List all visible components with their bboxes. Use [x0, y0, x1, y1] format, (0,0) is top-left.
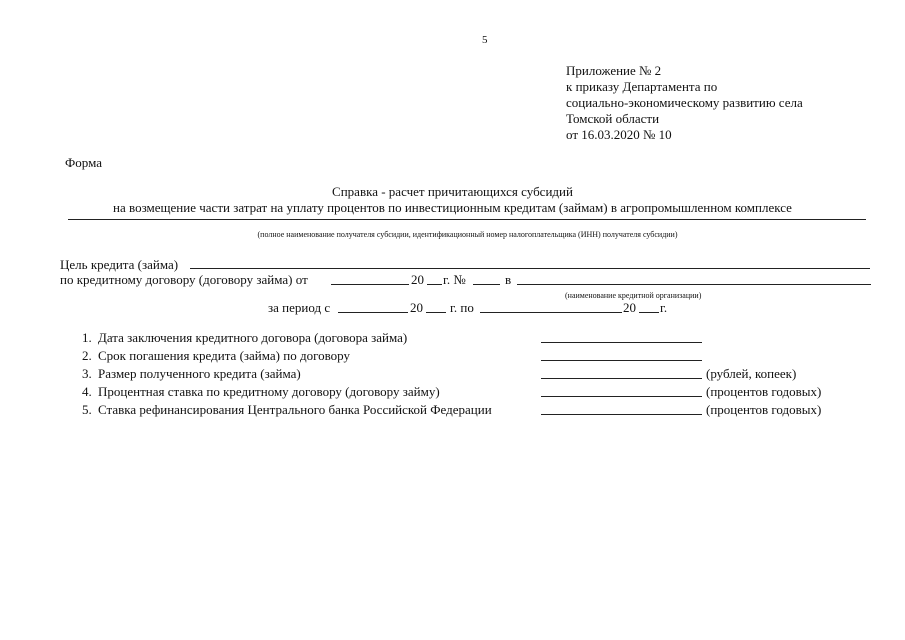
- purpose-field-line[interactable]: [190, 268, 870, 269]
- credit-organization-caption: (наименование кредитной организации): [565, 291, 702, 300]
- purpose-label: Цель кредита (займа): [60, 257, 179, 272]
- appendix-line-1: Приложение № 2: [566, 63, 662, 78]
- period-start-year-field[interactable]: [426, 312, 446, 313]
- item-unit: (процентов годовых): [706, 402, 822, 417]
- contract-in-label: в: [505, 272, 512, 287]
- item-unit: (процентов годовых): [706, 384, 822, 399]
- contract-date-field[interactable]: [331, 284, 409, 285]
- appendix-line-3: социально-экономическому развитию села: [566, 95, 803, 110]
- item-1-field-line[interactable]: [541, 342, 702, 343]
- period-prefix: за период с: [268, 300, 331, 315]
- credit-organization-field[interactable]: [517, 284, 871, 285]
- contract-year: 20: [411, 272, 424, 287]
- title-line-2: на возмещение части затрат на уплату процентов по инвестиционным кредитам (займам) в агропромышленном комплексе: [113, 200, 792, 215]
- period-year-1: 20: [410, 300, 423, 315]
- item-unit: (рублей, копеек): [706, 366, 797, 381]
- period-end-year-field[interactable]: [639, 312, 659, 313]
- item-text: Срок погашения кредита (займа) по договору: [98, 348, 350, 363]
- item-number: 4.: [82, 384, 92, 399]
- appendix-line-2: к приказу Департамента по: [566, 79, 718, 94]
- item-number: 3.: [82, 366, 92, 381]
- contract-number-label: г. №: [443, 272, 466, 287]
- period-mid: г. по: [450, 300, 474, 315]
- contract-year-field[interactable]: [427, 284, 442, 285]
- title-line-1: Справка - расчет причитающихся субсидий: [332, 184, 573, 199]
- contract-number-field[interactable]: [473, 284, 500, 285]
- item-number: 2.: [82, 348, 92, 363]
- item-text: Дата заключения кредитного договора (договора займа): [98, 330, 408, 345]
- appendix-line-5: от 16.03.2020 № 10: [566, 127, 672, 142]
- item-text: Размер полученного кредита (займа): [98, 366, 301, 381]
- contract-prefix: по кредитному договору (договору займа) от: [60, 272, 308, 287]
- appendix-line-4: Томской области: [566, 111, 660, 126]
- item-5-field-line[interactable]: [541, 414, 702, 415]
- recipient-caption: (полное наименование получателя субсидии, идентификационный номер налогоплательщика (ИНН) получателя субсидии): [257, 230, 678, 239]
- period-suffix: г.: [660, 300, 668, 315]
- period-year-2: 20: [623, 300, 636, 315]
- period-end-field[interactable]: [480, 312, 622, 313]
- item-text: Ставка рефинансирования Центрального банка Российской Федерации: [98, 402, 492, 417]
- form-label: Форма: [65, 155, 102, 170]
- item-text: Процентная ставка по кредитному договору (договору займу): [98, 384, 440, 399]
- period-start-field[interactable]: [338, 312, 408, 313]
- item-2-field-line[interactable]: [541, 360, 702, 361]
- item-number: 5.: [82, 402, 92, 417]
- item-number: 1.: [82, 330, 92, 345]
- item-4-field-line[interactable]: [541, 396, 702, 397]
- recipient-field-line[interactable]: [68, 219, 866, 220]
- page-number: 5: [482, 34, 488, 46]
- item-3-field-line[interactable]: [541, 378, 702, 379]
